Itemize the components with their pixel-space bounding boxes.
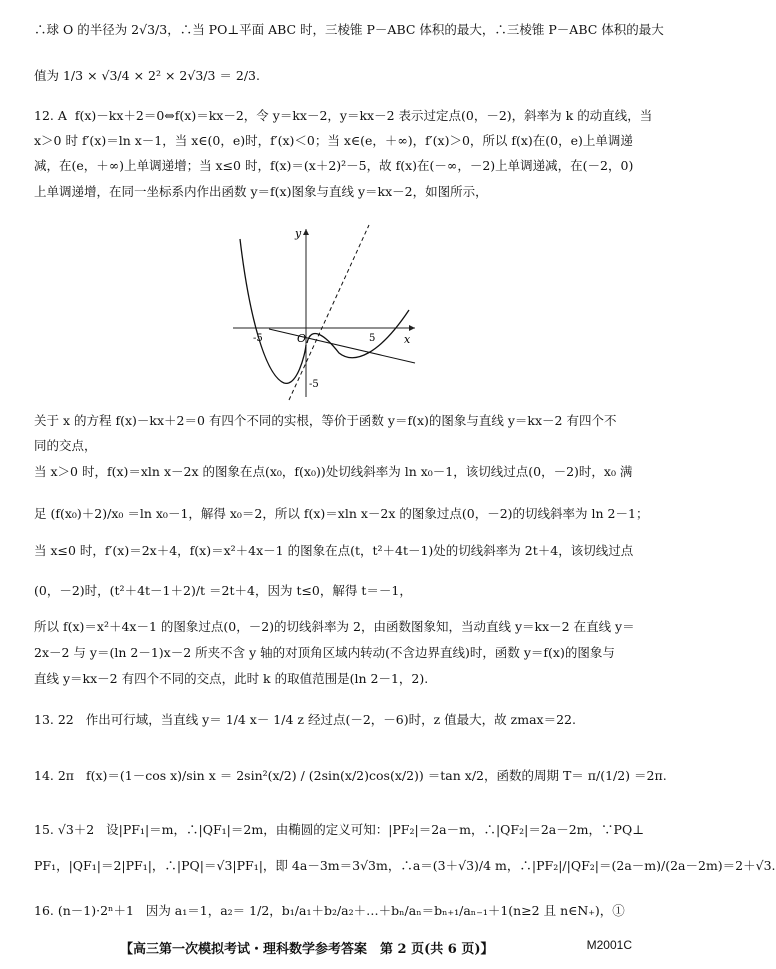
- q14-text: f(x)＝(1－cos x)/sin x ＝ 2sin²(x/2) / (2sin(x/2)cos(x/2)) ＝tan x/2，函数的周期 T＝ π/(1/2) ＝2π.: [85, 768, 667, 783]
- q12-line-8: 足 (f(x₀)＋2)/x₀ ＝ln x₀－1，解得 x₀＝2，所以 f(x)＝xln x－2x 的图象过点(0，－2)的切线斜率为 ln 2－1；: [34, 506, 649, 521]
- q12-line-11: 所以 f(x)＝x²＋4x－1 的图象过点(0，－2)的切线斜率为 2，由函数图象知，当动直线 y＝kx－2 在直线 y＝: [34, 619, 635, 634]
- q16-number: 16. (n－1)·2ⁿ＋1: [34, 903, 134, 918]
- q12-line-9: 当 x≤0 时，f′(x)＝2x＋4，f(x)＝x²＋4x－1 的图象在点(t，t²＋4t－1)处的切线斜率为 2t＋4，该切线过点: [34, 543, 634, 558]
- q12-line-12: 2x－2 与 y＝(ln 2－1)x－2 所夹不含 y 轴的对顶角区域内转动(不含边界直线)时，函数 y＝f(x)的图象与: [34, 645, 615, 660]
- tick-neg-x: -5: [253, 333, 263, 344]
- q12-number: 12. A: [34, 108, 67, 123]
- q15-text-1: 设|PF₁|＝m，∴|QF₁|＝2m，由椭圆的定义可知：|PF₂|＝2a－m，∴|QF₂|＝2a－2m，∵PQ⊥: [106, 822, 644, 837]
- q14-line: [34, 768, 667, 784]
- q12-line-10: (0，－2)时，(t²＋4t－1＋2)/t ＝2t＋4，因为 t≤0，解得 t＝－1，: [34, 583, 412, 598]
- q12-line-6: 同的交点，: [34, 438, 97, 453]
- q12-line-7: 当 x＞0 时，f(x)＝xln x－2x 的图象在点(x₀，f(x₀))处切线斜率为 ln x₀－1，该切线过点(0，－2)时，x₀ 满: [34, 464, 633, 479]
- q12-line-5: 关于 x 的方程 f(x)－kx＋2＝0 有四个不同的实根，等价于函数 y＝f(x)的图象与直线 y＝kx－2 有四个不: [34, 413, 617, 428]
- tick-y: -5: [309, 379, 319, 390]
- q12-line-1: [34, 108, 653, 124]
- xlnx-curve: [307, 310, 409, 358]
- q16-text: 因为 a₁＝1，a₂＝ 1/2，b₁/a₁＋b₂/a₂＋…＋bₙ/aₙ＝bₙ₊₁/aₙ₋₁＋1(n≥2 且 n∈N₊)，①: [145, 903, 625, 918]
- q13-text: 作出可行域，当直线 y＝ 1/4 x－ 1/4 z 经过点(－2，－6)时，z 值最大，故 zmax＝22.: [85, 712, 576, 727]
- function-graph: [229, 225, 419, 400]
- footer-code: M2001C: [586, 938, 632, 952]
- prev-line-1: ∴球 O 的半径为 2√3/3，∴当 PO⊥平面 ABC 时，三棱锥 P－ABC 体积的最大，∴三棱锥 P－ABC 体积的最大: [34, 22, 664, 37]
- tangent-line-slope-2: [289, 225, 369, 400]
- origin-label: O: [297, 332, 307, 345]
- q13-number: 13. 22: [34, 712, 74, 727]
- tick-pos-x: 5: [369, 333, 376, 344]
- y-axis-label: y: [295, 227, 302, 240]
- q14-number: 14. 2π: [34, 768, 75, 783]
- tangent-line-ln2: [269, 329, 415, 363]
- q16-line: [34, 903, 634, 919]
- y-axis-arrow-icon: [303, 229, 309, 235]
- q15-line-1: [34, 822, 644, 838]
- parabola-curve: [240, 239, 306, 383]
- prev-line-2: 值为 1/3 × √3/4 × 2² × 2√3/3 ＝ 2/3.: [34, 68, 260, 83]
- x-axis-arrow-icon: [409, 325, 415, 331]
- q15-line-2: PF₁，|QF₁|＝2|PF₁|，∴|PQ|＝√3|PF₁|，即 4a－3m＝3√3m，∴a＝(3＋√3)/4 m，∴|PF₂|/|QF₂|＝(2a－m)/(2a－2m)＝2＋√3.: [34, 858, 776, 873]
- q12-text-1: f(x)－kx＋2＝0⇔f(x)＝kx－2，令 y＝kx－2，y＝kx－2 表示过定点(0，－2)，斜率为 k 的动直线，当: [74, 108, 653, 123]
- q12-line-3: 减，在(e，＋∞)上单调递增；当 x≤0 时，f(x)＝(x＋2)²－5，故 f(x)在(－∞，－2)上单调递减，在(－2，0): [34, 158, 634, 173]
- q12-line-13: 直线 y＝kx－2 有四个不同的交点，此时 k 的取值范围是(ln 2－1，2).: [34, 671, 429, 686]
- x-axis-label: x: [404, 333, 411, 346]
- q15-number: 15. √3＋2: [34, 822, 95, 837]
- q12-line-4: 上单调递增，在同一坐标系内作出函数 y＝f(x)图象与直线 y＝kx－2，如图所示，: [34, 184, 488, 199]
- q12-line-2: x＞0 时 f′(x)＝ln x－1，当 x∈(0，e)时，f′(x)＜0；当 x∈(e，＋∞)，f′(x)＞0，所以 f(x)在(0，e)上单调递: [34, 133, 633, 148]
- q13-line: [34, 712, 634, 728]
- footer-title: 【高三第一次模拟考试・理科数学参考答案 第 2 页(共 6 页)】: [120, 942, 494, 957]
